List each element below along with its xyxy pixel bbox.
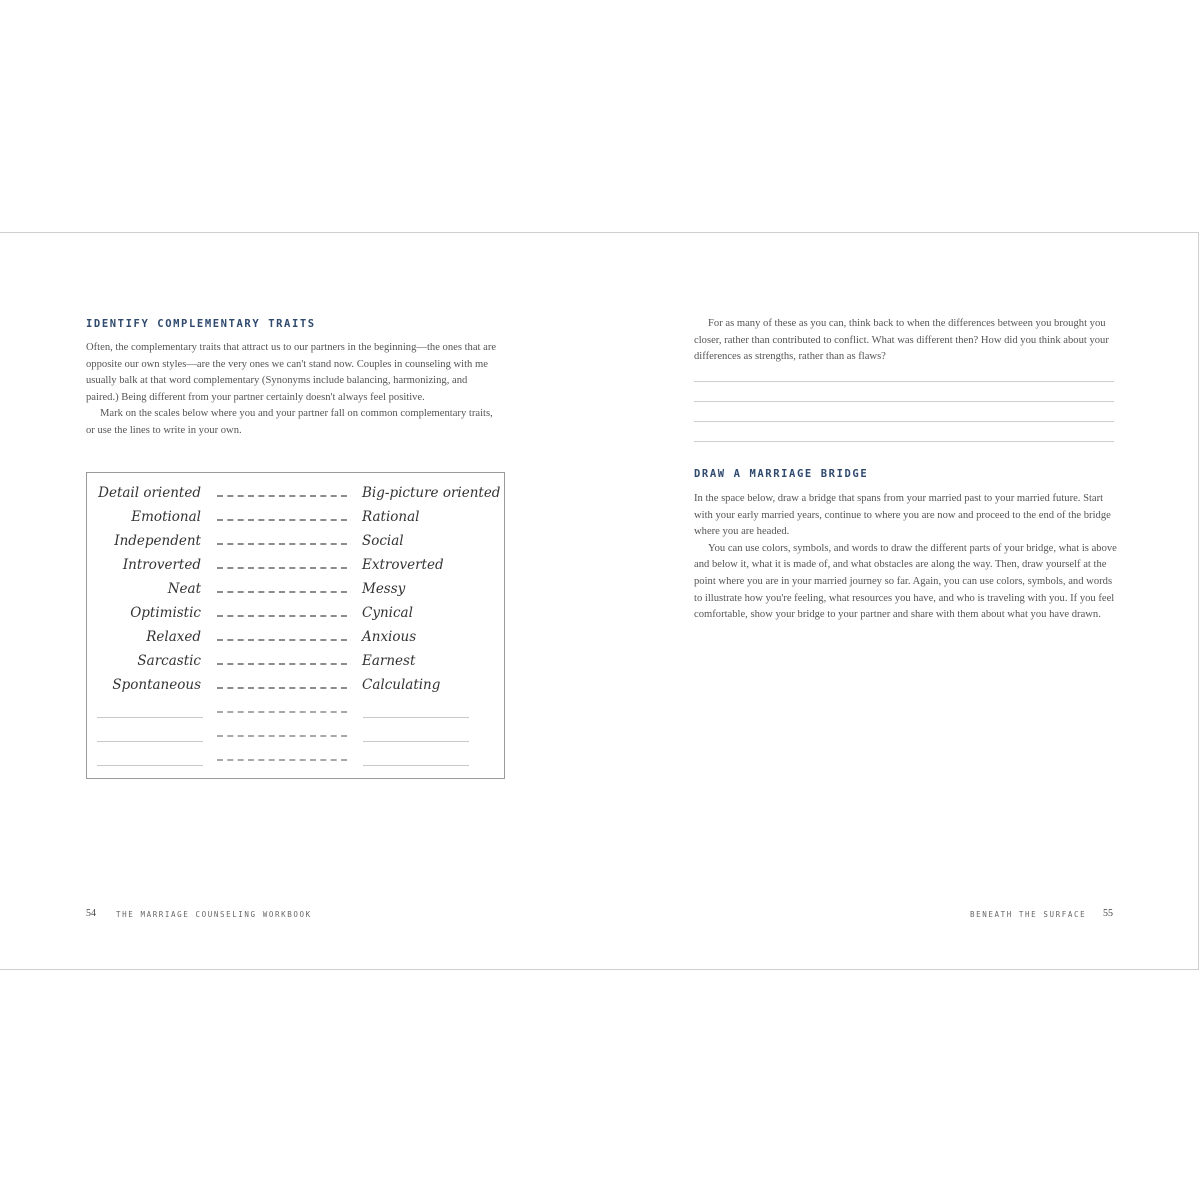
write-line[interactable] bbox=[694, 381, 1114, 382]
trait-row bbox=[87, 531, 504, 555]
trait-row bbox=[87, 603, 504, 627]
blank-left-line[interactable] bbox=[97, 717, 203, 718]
right-running-title: BENEATH THE SURFACE bbox=[970, 910, 1087, 919]
trait-left-label: Independent bbox=[114, 533, 201, 549]
right-body bbox=[694, 491, 1118, 624]
right-para-1: In the space below, draw a bridge that spans from your married past to your married future. Start with your early married years, continue to where you are now and proceed to the end of the bridge where you are headed. bbox=[694, 493, 1111, 538]
trait-right-label: Messy bbox=[362, 581, 406, 597]
blank-scale[interactable] bbox=[217, 759, 347, 761]
write-line[interactable] bbox=[694, 401, 1114, 402]
trait-right-label: Big-picture oriented bbox=[362, 485, 501, 501]
left-running-title: THE MARRIAGE COUNSELING WORKBOOK bbox=[116, 910, 312, 919]
blank-right-line[interactable] bbox=[363, 717, 469, 718]
trait-right-label: Extroverted bbox=[362, 557, 444, 573]
trait-scale[interactable] bbox=[217, 639, 347, 641]
trait-row bbox=[87, 483, 504, 507]
trait-right-label: Cynical bbox=[362, 605, 413, 621]
trait-left-label: Sarcastic bbox=[137, 653, 201, 669]
trait-row bbox=[87, 555, 504, 579]
trait-scales-box bbox=[86, 472, 505, 779]
trait-scale[interactable] bbox=[217, 567, 347, 569]
trait-row bbox=[87, 675, 504, 699]
right-intro-para: For as many of these as you can, think back to when the differences between you brought you closer, rather than contributed to conflict. What was different then? How did you think about your differences as strengths, rather than as flaws? bbox=[694, 318, 1109, 363]
trait-left-label: Relaxed bbox=[146, 629, 201, 645]
right-page-number: 55 bbox=[1103, 908, 1113, 919]
blank-right-line[interactable] bbox=[363, 765, 469, 766]
blank-scale[interactable] bbox=[217, 735, 347, 737]
trait-right-label: Anxious bbox=[362, 629, 417, 645]
trait-row bbox=[87, 507, 504, 531]
blank-scale[interactable] bbox=[217, 711, 347, 713]
trait-left-label: Detail oriented bbox=[98, 485, 201, 501]
trait-right-label: Rational bbox=[362, 509, 420, 525]
blank-left-line[interactable] bbox=[97, 741, 203, 742]
trait-row bbox=[87, 627, 504, 651]
trait-right-label: Social bbox=[362, 533, 404, 549]
trait-scale[interactable] bbox=[217, 591, 347, 593]
trait-right-label: Earnest bbox=[362, 653, 416, 669]
write-line[interactable] bbox=[694, 441, 1114, 442]
write-line[interactable] bbox=[694, 421, 1114, 422]
trait-right-label: Calculating bbox=[362, 677, 441, 693]
trait-scale[interactable] bbox=[217, 519, 347, 521]
right-para-2: You can use colors, symbols, and words to draw the different parts of your bridge, what is above and below it, what it is made of, and what obstacles are along the way. Then, draw yourself at the point where you are in your married journey so far. Again, you can use colors, symbols, and words to illustrate how you're feeling, what resources you have, and who is traveling with you. If you feel comfortable, show your bridge to your partner and share with them about what you have drawn. bbox=[694, 542, 1117, 621]
left-page-number: 54 bbox=[86, 908, 96, 919]
trait-scale[interactable] bbox=[217, 663, 347, 665]
trait-row bbox=[87, 651, 504, 675]
trait-row bbox=[87, 579, 504, 603]
trait-left-label: Spontaneous bbox=[112, 677, 201, 693]
left-para-1: Often, the complementary traits that attract us to our partners in the beginning—the ones that are opposite our own styles—are the very ones we can't stand now. Couples in counseling with me usually balk at that word complementary (Synonyms include balancing, harmonizing, and paired.) Being different from your partner certainly doesn't always feel positive. bbox=[86, 342, 497, 403]
trait-left-label: Emotional bbox=[131, 509, 201, 525]
trait-left-label: Neat bbox=[167, 581, 201, 597]
trait-scale[interactable] bbox=[217, 495, 347, 497]
left-para-2: Mark on the scales below where you and your partner fall on common complementary traits, or use the lines to write in your own. bbox=[86, 408, 493, 436]
left-body bbox=[86, 340, 500, 440]
right-intro bbox=[694, 316, 1118, 366]
left-heading: IDENTIFY COMPLEMENTARY TRAITS bbox=[86, 318, 316, 330]
right-heading: DRAW A MARRIAGE BRIDGE bbox=[694, 468, 869, 480]
blank-left-line[interactable] bbox=[97, 765, 203, 766]
blank-right-line[interactable] bbox=[363, 741, 469, 742]
trait-scale[interactable] bbox=[217, 615, 347, 617]
trait-left-label: Introverted bbox=[122, 557, 201, 573]
trait-scale[interactable] bbox=[217, 687, 347, 689]
trait-scale[interactable] bbox=[217, 543, 347, 545]
trait-left-label: Optimistic bbox=[130, 605, 201, 621]
